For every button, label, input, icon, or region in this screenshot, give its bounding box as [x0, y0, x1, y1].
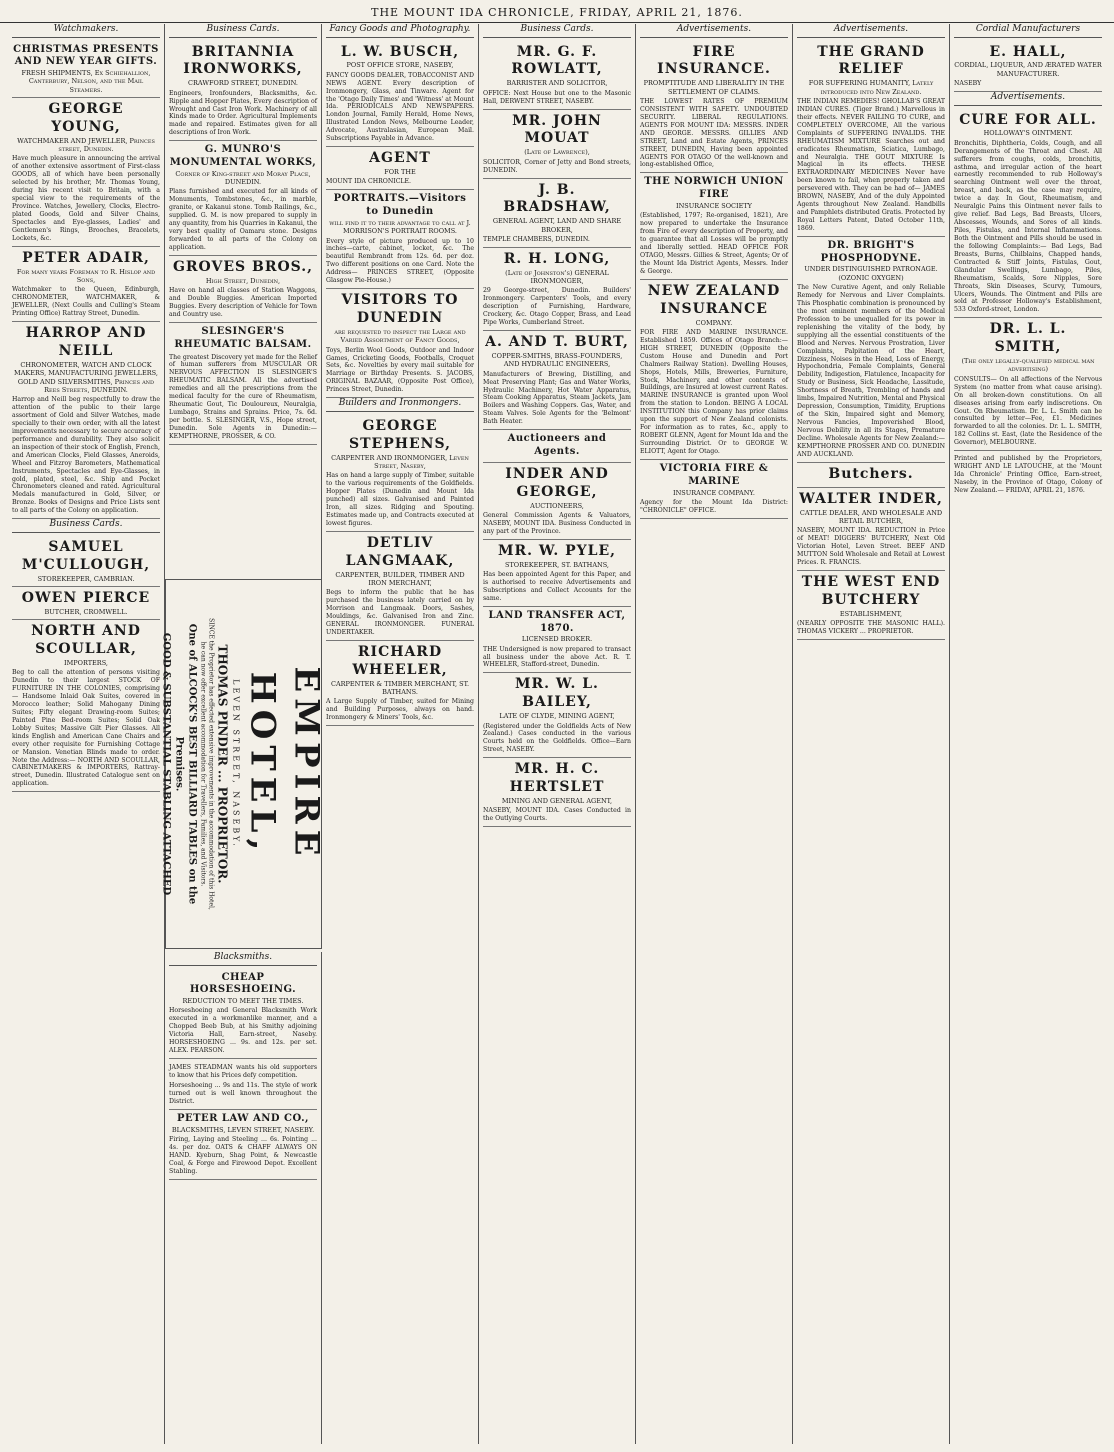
ad-subtitle: INSURANCE SOCIETY [676, 201, 752, 210]
ad-body: (Established, 1797; Re-organised, 1821), Are now prepared to undertake the Insurance from Fire of every description of Property, and to guarantee that all Losses will be promptly and liberally settled. HEAD OFFICE FOR OTAGO, Messrs. Gillies & Street, Agents; Or of the Mount Ida District Agents, Messrs. Inder & George. [640, 212, 788, 275]
section-heading: Watchmakers. [12, 24, 160, 38]
ad-title: DETLIV LANGMAAK, [345, 534, 455, 569]
cheap-horseshoeing-sub: REDUCTION TO MEET THE TIMES. [182, 997, 304, 1006]
ad-body: THE INDIAN REMEDIES! GHOLLAB'S GREAT INDIAN CURES. (Tiger Brand.) Marvellous in their effects. NEVER FAILING TO CURE, and COMPLETELY OVERCOME, All the various Complaints of SUFFERING INVALIDS. THE RHEUMATISM MIXTURE Searches out and eradicates Rheumatism, Sciatica, Lumbago, and Neuralgia. THE GOUT MIXTURE Is Magical in its effects. THESE EXTRAORDINARY MEDICINES Never have been known to fail, when properly taken and persevered with. They can be had of— JAMES BROWN, NASEBY, And of the duly Appointed Agents throughout New Zealand. Handbills and Pamphlets distributed Gratis. Protected by Royal Letters Patent, Dated October 11th, 1869. [797, 97, 945, 232]
ad-body: Watchmaker to the Queen, Edinburgh, CHRONOMETER, WATCHMAKER, & JEWELLER, (Next Coulls and Culling's Steam Printing Office) Rattray Street, Dunedin. [12, 286, 160, 318]
ad-title: SLESINGER'S RHEUMATIC BALSAM. [174, 325, 312, 350]
ad-subtitle: MINING AND GENERAL AGENT, [501, 797, 613, 806]
ad-subtitle: WATCHMAKER AND JEWELLER, Princes street, Dunedin. [17, 136, 155, 154]
advertisement [483, 758, 631, 827]
ad-title: CHRISTMAS PRESENTS AND NEW YEAR GIFTS. [13, 43, 159, 68]
ad-title: CURE FOR ALL. [959, 111, 1097, 128]
advertisement [169, 323, 317, 445]
advertisement [326, 190, 474, 289]
ad-subtitle: are requested to inspect the Large and Varied Assortment of Fancy Goods, [334, 327, 466, 345]
section-heading: Advertisements. [640, 24, 788, 38]
advertisement [326, 147, 474, 190]
ad-subtitle: Corner of King-street and Moray Place, DUNEDIN. [175, 169, 311, 187]
advertisement [954, 41, 1102, 92]
ad-subtitle: CHRONOMETER, WATCH AND CLOCK MAKERS, MANUFACTURING JEWELLERS, GOLD AND SILVERSMITHS, Princes and Rees Streets, DUNEDIN. [14, 360, 158, 394]
ad-title: THE NORWICH UNION FIRE [644, 176, 784, 201]
advertisement [12, 41, 160, 99]
ad-title: MR. G. F. ROWLATT, [511, 43, 603, 78]
ad-body: (Registered under the Goldfields Acts of New Zealand.) Cases conducted in the various Courts held on the Goldfields. Office—Earn Street, NASEBY. [483, 722, 631, 754]
ad-subtitle: (Late of Johnston's) GENERAL IRONMONGER, [505, 268, 609, 286]
advertisement [797, 463, 945, 488]
ad-title: RICHARD WHEELER, [352, 643, 448, 678]
ad-body: Manufacturers of Brewing, Distilling, and Meat Preserving Plant; Gas and Water Works, Hydraulic Machinery, Hot Water Apparatus, Steam Cooking Apparatus, Steam Jackets, Jam Boilers and Washing Coppers. Gas, Water, and Steam Valves. Sole Agents for the 'Belmont' Bath Heater. [483, 370, 631, 426]
ad-subtitle: FRESH SHIPMENTS, Ex Schiehallion, Canterbury, Nelson, and the Mail Steamers. [21, 69, 151, 94]
column-4 [479, 24, 636, 1444]
ad-body: Bronchitis, Diphtheria, Colds, Cough, and all Derangements of the Throat and Chest. All sufferers from coughs, colds, bronchitis, asthma, and irregular action of the heart earnestly recommended to rub Holloway's searching Ointment well over the throat, breast, and back, as the case may require, twice a day. In Gout, Rheumatism, and Neuralgic Pains this Ointment never fails to give relief. Bad Legs, Bad Breasts, Ulcers, Abscesses, Wounds, and Sores of all kinds. Piles, Fistulas, and Internal Inflammations. Both the Ointment and Pills should be used in the following Complaints:— Bad Legs, Bad Breasts, Burns, Chilblains, Chapped hands, Contracted & Stiff Joints, Fistulas, Gout, Glandular Swellings, Lumbago, Piles, Rheumatism, Scalds, Sore Nipples, Sore Throats, Skin Diseases, Scurvy, Tumours, Ulcers, Wounds. The Ointment and Pills are sold at Professor Holloway's Establishment, 533 Oxford-street, London. [954, 139, 1102, 314]
cheap-horseshoeing-body: Horseshoeing and General Blacksmith Work executed in a workmanlike manner, and a Chopped Beeb Bub, at his Smithy adjoining Victoria Hall, Earn-street, Naseby. HORSESHOEING ... 9s. and 12s. per set. ALEX. PEARSON. [169, 1007, 317, 1055]
ad-title: DR. BRIGHT'S PHOSPHODYNE. [820, 239, 922, 264]
ad-title: MR. JOHN MOUAT [512, 112, 602, 147]
column-7 [950, 24, 1106, 1444]
ad-title: Auctioneers and Agents. [507, 433, 607, 457]
ad-body: General Commission Agents & Valuators, NASEBY, MOUNT IDA. Business Conducted in any part of the Province. [483, 511, 631, 535]
advertisement [483, 179, 631, 248]
ad-subtitle: CRAWFORD STREET, DUNEDIN. [188, 79, 298, 88]
advertisement [326, 641, 474, 726]
section-heading: Fancy Goods and Photography. [326, 24, 474, 38]
ad-body: NASEBY [954, 80, 982, 88]
ad-body: Every style of picture produced up to 10 inches—carte, cabinet, locket, &c. The beautiful Rembrandt from 12s. 6d. per doz. Two different positions on one Card. Note the Address— PRINCES STREET, (Opposite Glasgow Pie-House.) [326, 237, 474, 285]
ad-title: MR. H. C. HERTSLET [509, 761, 605, 796]
advertisement [326, 289, 474, 398]
advertisement [640, 280, 788, 460]
ad-title: AGENT [369, 150, 431, 167]
section-heading: Business Cards. [12, 519, 160, 533]
advertisement [640, 460, 788, 519]
empire-hotel-notice: SINCE the Proprietor has effected extensive improvements in the accommodation of this Hotel, he can now offer excellent accommodation for Travellers, Families, and Visitors. [198, 618, 214, 910]
ad-subtitle: CARPENTER AND IRONMONGER, Leven Street, Naseby, [331, 453, 469, 470]
ad-title: J. B. BRADSHAW, [503, 181, 611, 216]
advertisement [326, 532, 474, 641]
ad-title: L. W. BUSCH, [340, 43, 460, 60]
ad-title: HARROP AND NEILL [25, 325, 147, 359]
advertisement [12, 620, 160, 792]
peter-law-title: PETER LAW AND CO., [176, 1112, 310, 1124]
ad-subtitle: CATTLE DEALER, AND WHOLESALE AND RETAIL BUTCHER, [799, 508, 943, 525]
ad-body: Plans furnished and executed for all kinds of Monuments, Tombstones, &c., in marble, granite, or Kakanui stone. Tomb Railings, &c., supplied. G. M. is now prepared to supply in any quantity, from his Quarries in Kakanui, the very best quality of Oamaru stone. Designs forwarded to all parts of the Colony on application. [169, 188, 317, 252]
peter-law-body: Firing, Laying and Steeling ... 6s. Pointing ... 4s. per doz. OATS & CHAFF ALWAYS ON HAND. Kyeburn, Shag Point, & Newcastle Coal, & Forge and Firewood Depot. Excellent Stabling. [169, 1135, 317, 1175]
ad-title: G. MUNRO'S MONUMENTAL WORKS, [169, 144, 317, 169]
ad-title: A. AND T. BURT, [485, 334, 629, 351]
ad-body: 29 George-street, Dunedin. Builders' Ironmongery. Carpenters' Tools, and every description of Furnishing, Hardware, Crockery, &c. Otago Copper, Brass, and Lead Pipe Works, Cumberland Street. [483, 287, 631, 327]
advertisement [483, 430, 631, 463]
advertisement [954, 318, 1102, 451]
column-6 [793, 24, 950, 1444]
ad-subtitle: COPPER-SMITHS, BRASS-FOUNDERS, AND HYDRAULIC ENGINEERS, [491, 352, 623, 369]
ad-title: SAMUEL M'CULLOUGH, [21, 538, 151, 573]
advertisement [483, 540, 631, 607]
advertisement [483, 607, 631, 674]
ad-body: Harrop and Neill beg respectfully to draw the attention of the public to their large assortment of Gold and Silver Watches, made specially to their own order, with all the latest improvements necessary to secure accuracy of performance and durability. They also solicit an inspection of their stock of English, French, and American Clocks, Field Glasses, Aneroids, Wheel and Fitzroy Barometers, Mathematical Instruments, Spectacles and Eye-Glasses, in gold, plated, steel, &c. Ship and Pocket Chronometers cleaned and rated. Agricultural Medals manufactured in Gold, Silver, or Bronze. Books of Designs and Price Lists sent to all parts of the Colony on application. [12, 396, 160, 515]
column-2 [165, 24, 322, 579]
advertisement [483, 41, 631, 110]
empire-hotel-stabling: GOOD & SUBSTANTIAL STABLING ATTACHED [160, 632, 172, 896]
advertisement [483, 463, 631, 540]
section-heading: Business Cards. [169, 24, 317, 38]
advertisement [326, 41, 474, 148]
ad-body: Have much pleasure in announcing the arrival of another extensive assortment of First-class GOODS, all of which have been personally selected by his brother, Mr. Thomas Young, during his recent visit to Britain, with a special view to the requirements of the Province. Watches, Jewellery, Clocks, Electro-plated Goods, Gold and Silver Chains, Spectacles and Eye-glasses, Ladies' and Gentlemen's Rings, Brooches, Bracelets, Lockets, &c. [12, 155, 160, 242]
ad-title: Butchers. [828, 465, 914, 482]
masthead: THE MOUNT IDA CHRONICLE, FRIDAY, APRIL 21, 1876. [0, 6, 1114, 23]
advertisement [483, 110, 631, 179]
ad-title: THE WEST END BUTCHERY [801, 573, 941, 608]
ad-body: OFFICE: Next House but one to the Masonic Hall, DERWENT STREET, NASEBY. [483, 89, 631, 105]
section-heading: Cordial Manufacturers [954, 24, 1102, 38]
section-heading: Advertisements. [954, 92, 1102, 106]
ad-title: MR. W. PYLE, [497, 542, 617, 559]
ad-title: NEW ZEALAND INSURANCE [647, 282, 781, 317]
advertisement [169, 141, 317, 256]
advertisement [12, 587, 160, 620]
ad-body: Agency for the Mount Ida District: "CHRONICLE" OFFICE. [640, 498, 788, 514]
ad-subtitle: (Late of Lawrence), [524, 148, 590, 157]
ad-subtitle: CARPENTER & TIMBER MERCHANT, ST. BATHANS. [330, 679, 470, 696]
section-heading: Business Cards. [483, 24, 631, 38]
ad-body: Have on hand all classes of Station Waggons, and Double Buggies. American Imported Buggies. Every description of Vehicle for Town and Country use. [169, 287, 317, 319]
ad-subtitle: INSURANCE COMPANY. [673, 488, 755, 497]
cheap-horseshoeing-ad [169, 969, 317, 1060]
ad-title: BRITANNIA IRONWORKS, [183, 43, 303, 78]
ad-subtitle: will find it to their advantage to call at J. MORRISON'S PORTRAIT ROOMS. [329, 218, 471, 236]
ad-subtitle: BUTCHER, CROMWELL. [44, 607, 128, 616]
empire-hotel-proprietor: THOMAS PINDER ... PROPRIETOR. [215, 644, 230, 884]
ad-title: MR. W. L. BAILEY, [515, 676, 599, 711]
ad-title: DR. L. L. SMITH, [989, 321, 1067, 356]
steadman-body: Horseshoeing ... 9s and 11s. The style of work turned out is well known throughout the District. [169, 1081, 317, 1105]
ad-body: NASEBY, MOUNT IDA. Cases Conducted in the Outlying Courts. [483, 807, 631, 823]
ad-title: GEORGE YOUNG, [48, 101, 124, 135]
ad-title: VISITORS TO DUNEDIN [341, 292, 459, 327]
ad-title: FIRE INSURANCE. [657, 43, 771, 78]
ad-subtitle: STOREKEEPER, ST. BATHANS, [505, 560, 609, 569]
advertisement [169, 41, 317, 142]
ad-body: A Large Supply of Timber, suited for Mining and Building Purposes, always on hand. Ironmongery & Miners' Tools, &c. [326, 698, 474, 722]
advertisement [954, 109, 1102, 319]
ad-title: R. H. LONG, [503, 250, 611, 267]
ad-body: FANCY GOODS DEALER, TOBACCONIST AND NEWS AGENT. Every description of Ironmongery, Glass, and Tinware. Agent for the 'Otago Daily Times' and 'Witness' at Mount Ida. PERIODICALS AND NEWSPAPERS. London Journal, Family Herald, Home News, Illustrated London News, Melbourne Leader, Advocate, Australasian, European Mail. Subscriptions Payable in Advance. [326, 71, 474, 143]
peter-law-ad [169, 1110, 317, 1180]
advertisement [169, 256, 317, 323]
advertisement [12, 536, 160, 587]
advertisement [483, 248, 631, 331]
advertisement [12, 322, 160, 519]
ad-body: The greatest Discovery yet made for the Relief of human sufferers from MUSCULAR OR NERVOUS AFFECTION IS SLESINGER'S RHEUMATIC BALSAM. All the advertised remedies and all the prescriptions from the medical faculty for the cure of Rheumatism, Rheumatic Gout, Tic Douloureux, Neuralgia, Lumbago, Strains and Sprains. Price, 7s. 6d. per bottle. S. SLESINGER, V.S., Hope street, Dunedin. Sole Agents in Dunedin:— KEMPTHORNE, PROSSER, & CO. [169, 353, 317, 440]
page-columns [8, 24, 1106, 1446]
advertisement [797, 41, 945, 237]
ad-subtitle: For many years Foreman to R. Hislop and Sons, [16, 267, 156, 285]
ad-body: The New Curative Agent, and only Reliable Remedy for Nervous and Liver Complaints. This Phosphatic combination is pronounced by the most eminent members of the Medical Profession to be unequalled for its power in replenishing the vitality of the body, by supplying all the essential constituents of the Blood and Nerves. Nervous Prostration, Liver Complaints, Palpitation of the Heart, Dizziness, Noises in the Head, Loss of Energy, Hypochondria, Female Complaints, General Debility, Indigestion, Flatulence, Incapacity for Study or Business, Sick Headache, Lassitude, Shortness of Breath, Trembling of hands and limbs, Impaired Nutrition, Mental and Physical Depression, Consumption, Timidity, Eruptions of the Skin, Impaired sight and Memory, Nervous Fancies, Impoverished Blood, Nervous Debility in all its Stages, Premature Decline. Wholesale Agents for New Zealand:— KEMPTHORNE PROSSER AND CO. DUNEDIN AND AUCKLAND. [797, 284, 945, 458]
ad-subtitle: IMPORTERS, [64, 658, 108, 667]
ad-title: VICTORIA FIRE & MARINE [659, 462, 769, 487]
ad-body: THE LOWEST RATES OF PREMIUM CONSISTENT WITH SAFETY. UNDOUBTED SECURITY. LIBERAL REGULATIONS. AGENTS FOR MOUNT IDA: MESSRS. INDER AND GEORGE. MESSRS. GILLIES AND STREET, Land and Estate Agents, PRINCES STREET, DUNEDIN, Having been appointed AGENTS FOR OTAGO Of the well-known and long-established Office, [640, 97, 788, 169]
blacksmiths-heading: Blacksmiths. [169, 952, 317, 966]
advertisement [640, 41, 788, 174]
ad-title: OWEN PIERCE [21, 589, 151, 606]
ad-body: NASEBY, MOUNT IDA. REDUCTION in Price of MEAT! DIGGERS' BUTCHERY, Next Old Victorian Hotel, Leven Street. BEEF AND MUTTON Sold Wholesale and Retail at Lowest Prices. R. FRANCIS. [797, 527, 945, 566]
ad-body: THE Undersigned is now prepared to transact all business under the above Act. R. T. WHEELER, Stafford-street, Dunedin. [483, 645, 631, 669]
advertisement [797, 237, 945, 463]
ad-body: Engineers, Ironfounders, Blacksmiths, &c. Ripple and Hopper Plates, Every description of Wrought and Cast Iron Work. Machinery of all Kinds made to Order. Agricultural Implements made and repaired. Estimates given for all descriptions of Iron Work. [169, 89, 317, 137]
column-1 [8, 24, 165, 1444]
ad-body: SOLICITOR, Corner of Jetty and Bond streets, DUNEDIN. [483, 158, 631, 174]
ad-title: PORTRAITS.—Visitors to Dunedin [333, 193, 467, 218]
ad-title: INDER AND GEORGE, [505, 465, 609, 500]
ad-body: Has on hand a large supply of Timber, suitable to the various requirements of the Goldfields. Hopper Plates (Dunedin and Mount Ida punched) all sizes. Galvanised and Painted Iron, all sizes. Ridging and Spouting. Estimates made up, and Contracts executed at lowest figures. [326, 472, 474, 527]
ad-subtitle: HOLLOWAY'S OINTMENT. [983, 129, 1073, 138]
advertisement [797, 571, 945, 640]
ad-subtitle: LATE OF CLYDE, MINING AGENT, [499, 712, 615, 721]
advertisement [326, 415, 474, 532]
ad-title: NORTH AND SCOULLAR, [31, 623, 141, 657]
ad-subtitle: CARPENTER, BUILDER, TIMBER AND IRON MERCHANT, [335, 570, 465, 587]
advertisement [12, 247, 160, 322]
ad-body: Beg to call the attention of persons visiting Dunedin to their largest STOCK OF FURNITURE IN THE COLONIES, comprising— Handsome Inlaid Oak Suites, covered in Morocco leather; Solid Mahogany Dining Suites; Fifty elegant Drawing-room Suites; Painted Pine Bed-room Suites; Solid Oak Lobby Suites; Massive Gilt Pier Glasses. All kinds English and American Cane Chairs and every other requisite for Furnishing Cottage or Mansion. Venetian Blinds made to order. Note the Address:— NORTH AND SCOULLAR, CABINETMAKERS & IMPORTERS, Rattray-street, Dunedin. Illustrated Catalogue sent on application. [12, 669, 160, 788]
ad-subtitle: (The only legally-qualified medical man advertising) [961, 357, 1095, 374]
ad-body: TEMPLE CHAMBERS, DUNEDIN. [483, 235, 590, 243]
ad-body: (NEARLY OPPOSITE THE MASONIC HALL). THOMAS VICKERY ... PROPRIETOR. [797, 619, 945, 635]
ad-title: E. HALL, [989, 43, 1067, 60]
steadman-title: JAMES STEADMAN wants his old supporters to know that his Prices defy competition. [169, 1064, 317, 1079]
ad-subtitle: LICENSED BROKER. [521, 635, 593, 644]
empire-hotel-ad [160, 579, 326, 949]
empire-hotel-name: EMPIRE HOTEL, [241, 666, 326, 862]
ad-subtitle: STOREKEEPER, CAMBRIAN. [37, 574, 135, 583]
empire-hotel-street: LEVEN STREET, NASEBY. [230, 679, 240, 849]
advertisement [483, 673, 631, 758]
ad-title: GROVES BROS., [172, 258, 314, 275]
ad-subtitle: High Street, Dunedin, [205, 276, 281, 285]
advertisement [797, 488, 945, 571]
blacksmiths-section [165, 952, 322, 1444]
ad-title: THE GRAND RELIEF [817, 43, 925, 78]
ad-title: PETER ADAIR, [22, 249, 150, 266]
ad-body: MOUNT IDA CHRONICLE. [326, 178, 412, 186]
column-5 [636, 24, 793, 1444]
cheap-horseshoeing-title: CHEAP HORSESHOEING. [189, 971, 297, 996]
column-3 [322, 24, 479, 1444]
empire-hotel-billiard: One of ALCOCK'S BEST BILLIARD TABLES on the Premises. [173, 623, 198, 905]
advertisement [12, 98, 160, 247]
section-heading: Advertisements. [797, 24, 945, 38]
ad-body: CONSULTS— On all affections of the Nervous System (no matter from what cause arising). On all broken-down constitutions. On all diseases arising from early indiscretions. On Gout. On Rheumatism. Dr. L. L. Smith can be consulted by letter—Fee, £1. Medicines forwarded to all the colonies. Dr. L. L. SMITH, 182 Collins st. East, (late the Residence of the Governor), MELBOURNE. [954, 375, 1102, 447]
ad-body: Toys, Berlin Wool Goods, Outdoor and Indoor Games, Cricketing Goods, Footballs, Croquet Sets, &c. Novelties by every mail suitable for Marriage or Birthday Presents. S. JACOBS, ORIGINAL BAZAAR, (Opposite Post Office), Princes Street, Dunedin. [326, 346, 474, 394]
ad-body: FOR FIRE AND MARINE INSURANCE. Established 1859. Offices of Otago Branch:— HIGH STREET, DUNEDIN (Opposite the Custom House and Dunedin and Port Chalmers Railway Station). Dwelling Houses, Shops, Hotels, Mills, Breweries, Furniture, Stock, Machinery, and other contents of Buildings, are Insured at lowest current Rates. MARINE INSURANCE is granted upon Wool from the station to London. BEING A LOCAL INSTITUTION this Company has prior claims upon the support of New Zealand colonists. For information as to rates, &c., apply to ROBERT GLENN, Agent for Mount Ida and the Surrounding District. Or to GEORGE W. ELIOTT, Agent for Otago. [640, 328, 788, 455]
advertisement [483, 331, 631, 430]
ad-subtitle: GENERAL AGENT, LAND AND SHARE BROKER, [492, 217, 622, 234]
ad-subtitle: FOR SUFFERING HUMANITY, Lately introduced into New Zealand. [808, 79, 934, 96]
ad-subtitle: ESTABLISHMENT, [839, 609, 903, 618]
ad-body: Has been appointed Agent for this Paper, and is authorised to receive Advertisements and Subscriptions and Collect Accounts for the same. [483, 570, 631, 602]
ad-body: Begs to inform the public that he has purchased the business lately carried on by Morrison and Langmaak. Doors, Sashes, Mouldings, &c. Galvanised Iron and Zinc. GENERAL IRONMONGER. FUNERAL UNDERTAKER. [326, 589, 474, 636]
printer-imprint: Printed and published by the Proprietors, WRIGHT AND LE LATOUCHE, at the 'Mount Ida Chronicle' Printing Office, Earn-street, Naseby, in the Province of Otago, Colony of New Zealand.— FRIDAY, APRIL 21, 1876. [954, 455, 1102, 494]
advertisement [640, 173, 788, 279]
ad-subtitle: AUCTIONEERS, [530, 501, 584, 510]
ad-title: WALTER INDER, [799, 490, 943, 507]
ad-subtitle: COMPANY. [695, 318, 733, 327]
ad-subtitle: POST OFFICE STORE, NASEBY, [346, 61, 454, 70]
section-heading: Builders and Ironmongers. [326, 398, 474, 412]
steadman-ad [169, 1059, 317, 1110]
ad-title: GEORGE STEPHENS, [349, 417, 451, 452]
ad-subtitle: UNDER DISTINGUISHED PATRONAGE. (OZONIC OXYGEN) [804, 265, 938, 282]
ad-subtitle: BARRISTER AND SOLICITOR, [506, 79, 608, 88]
ad-subtitle: PROMPTITUDE AND LIBERALITY IN THE SETTLEMENT OF CLAIMS. [643, 79, 785, 96]
ad-subtitle: FOR THE [384, 168, 416, 177]
peter-law-sub: BLACKSMITHS, LEVEN STREET, NASEBY. [171, 1125, 315, 1134]
ad-subtitle: CORDIAL, LIQUEUR, AND ÆRATED WATER MANUFACTURER. [954, 61, 1102, 78]
ad-title: LAND TRANSFER ACT, 1870. [488, 609, 626, 634]
